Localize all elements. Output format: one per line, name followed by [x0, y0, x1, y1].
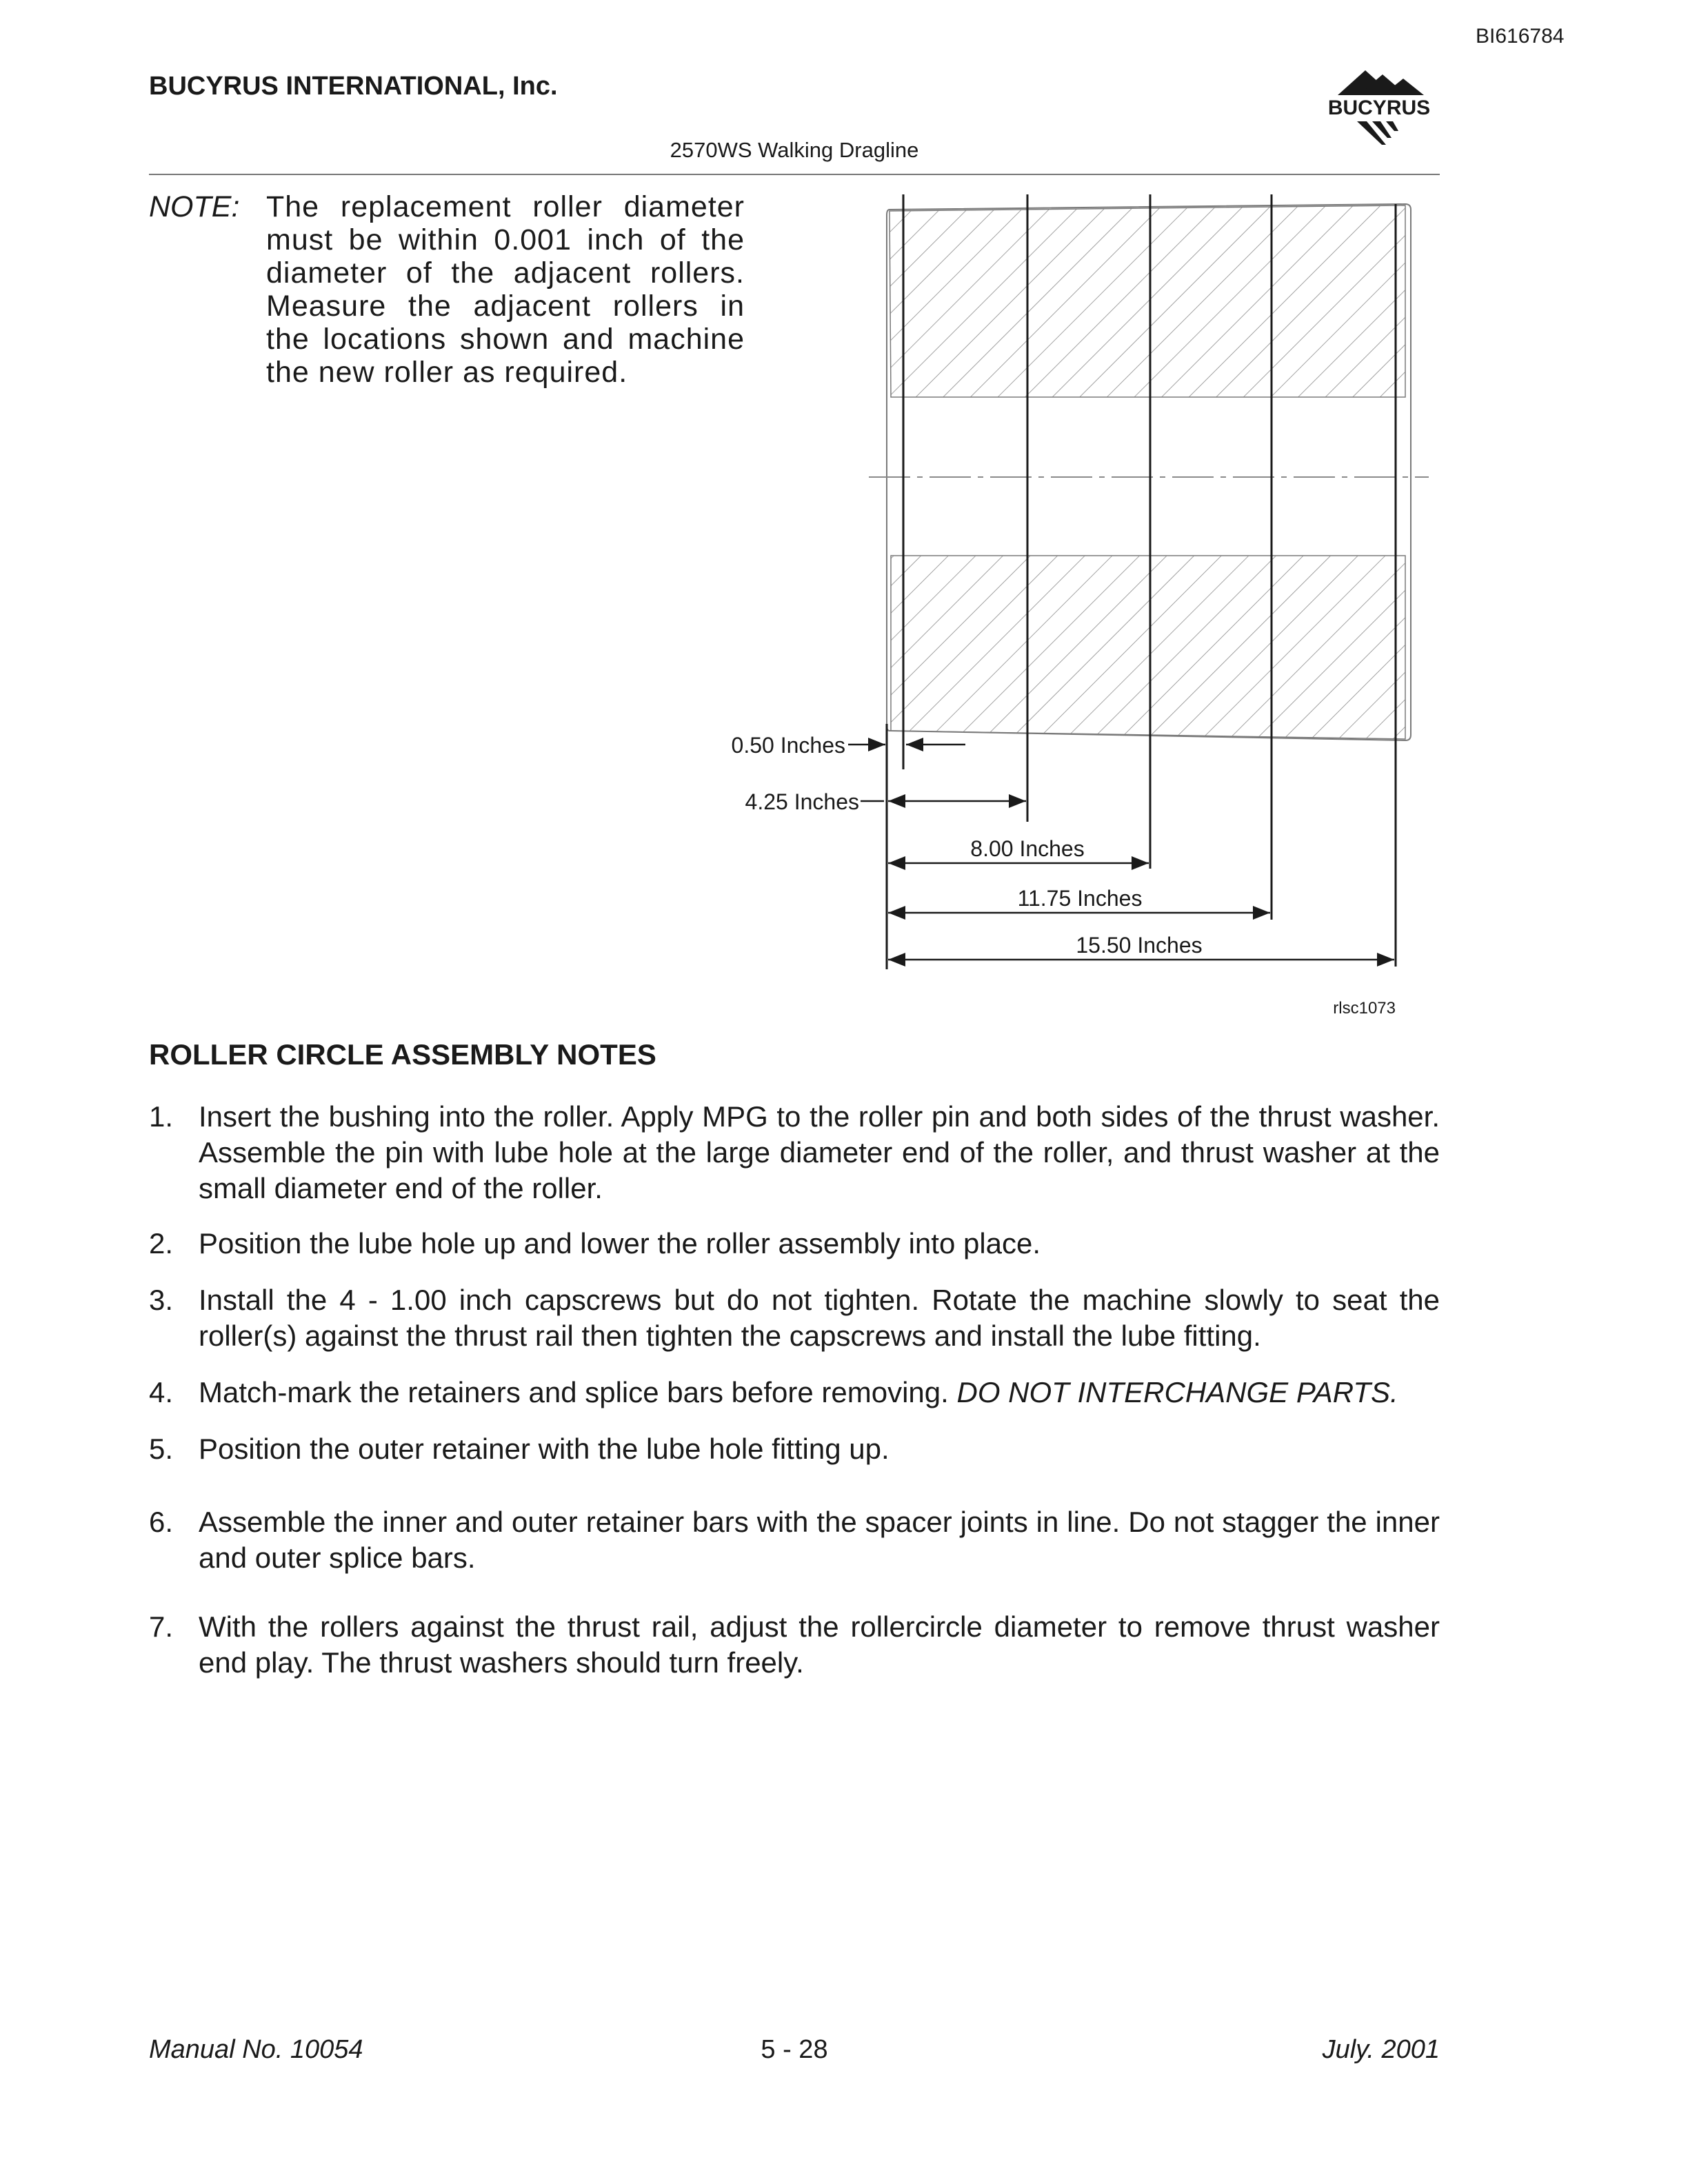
step-number: 6.: [149, 1506, 174, 1538]
step-number: 1.: [149, 1100, 174, 1133]
header-rule: [149, 174, 1440, 175]
note-label: NOTE:: [149, 190, 240, 223]
step-plain-text: Match-mark the retainers and splice bars before removing.: [199, 1376, 949, 1408]
step-number: 5.: [149, 1433, 174, 1465]
dim-label-4-25: 4.25 Inches: [745, 789, 859, 814]
step-number: 7.: [149, 1610, 174, 1643]
section-heading: ROLLER CIRCLE ASSEMBLY NOTES: [149, 1038, 656, 1071]
company-name: BUCYRUS INTERNATIONAL, Inc.: [149, 72, 558, 101]
logo-wordmark: BUCYRUS: [1327, 97, 1431, 119]
step-text: With the rollers against the thrust rail, adjust the rollercircle diameter to remove thrust washer end play. The thrust washers should turn freely.: [199, 1610, 1440, 1679]
step-text: Assemble the inner and outer retainer bars with the spacer joints in line. Do not stagger the inner and outer splice bars.: [199, 1506, 1440, 1574]
step-number: 2.: [149, 1227, 174, 1260]
footer-page-number: 5 - 28: [761, 2035, 828, 2064]
lower-hatched-section: [891, 556, 1405, 739]
dim-label-8-00: 8.00 Inches: [970, 836, 1085, 861]
manual-subtitle: 2570WS Walking Dragline: [670, 138, 919, 162]
dim-label-0-50: 0.50 Inches: [731, 733, 845, 758]
note-text: The replacement roller diameter must be within 0.001 inch of the diameter of the adjacent rollers. Measure the adjacent rollers in the locations shown and machine the new roller as required.: [266, 190, 745, 389]
step-emphasis: DO NOT INTERCHANGE PARTS.: [956, 1376, 1398, 1408]
bucyrus-logo: [1317, 69, 1441, 152]
footer-manual-number: Manual No. 10054: [149, 2035, 363, 2064]
figure-id: rlsc1073: [1333, 999, 1396, 1018]
dim-label-15-50: 15.50 Inches: [1076, 933, 1203, 958]
step-text: Insert the bushing into the roller. Apply MPG to the roller pin and both sides of the thrust washer. Assemble the pin with lube hole at the large diameter end of the roller, and thrust washer at the small diameter end of the roller.: [199, 1100, 1440, 1204]
step-text: Install the 4 - 1.00 inch capscrews but do not tighten. Rotate the machine slowly to seat the roller(s) against the thrust rail then tighten the capscrews and install the lube fitting.: [199, 1284, 1440, 1352]
roller-measurement-diagram: [690, 186, 1483, 1034]
document-id: BI616784: [1476, 25, 1565, 48]
step-text: [199, 1375, 1440, 1410]
footer-date: July. 2001: [1322, 2035, 1440, 2064]
step-number: 4.: [149, 1376, 174, 1408]
step-text: Position the outer retainer with the lube hole fitting up.: [199, 1433, 890, 1465]
upper-hatched-section: [890, 205, 1405, 397]
dim-label-11-75: 11.75 Inches: [1017, 886, 1143, 911]
step-text: Position the lube hole up and lower the roller assembly into place.: [199, 1227, 1041, 1260]
step-number: 3.: [149, 1284, 174, 1316]
